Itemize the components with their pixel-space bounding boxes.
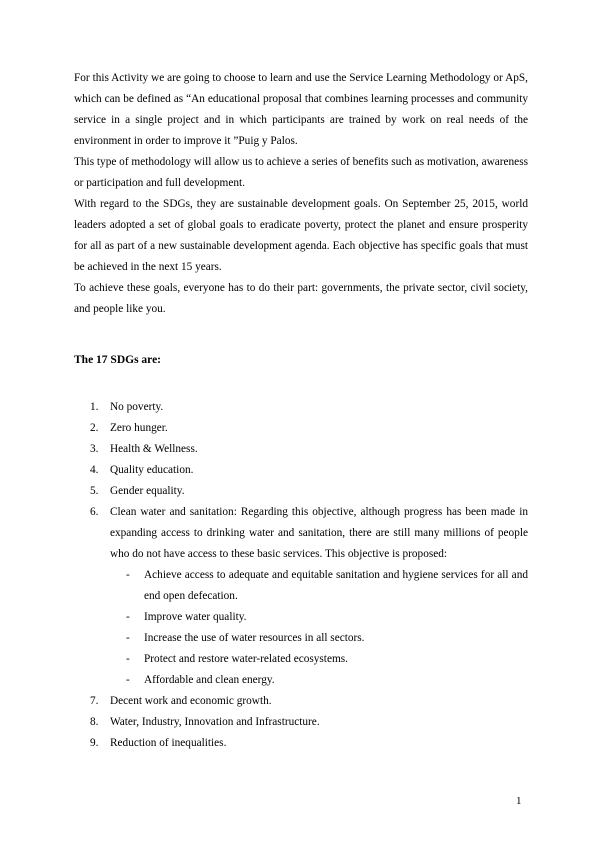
- sub-list-item-text: Increase the use of water resources in all sectors.: [144, 632, 365, 644]
- list-item-number: 5.: [90, 485, 99, 497]
- list-item-text: Zero hunger.: [110, 422, 168, 434]
- list-item: [74, 439, 528, 460]
- sub-list-item: [110, 607, 528, 628]
- dash-bullet: -: [126, 611, 130, 623]
- sub-list-item: [110, 565, 528, 607]
- list-item-number: 2.: [90, 422, 99, 434]
- list-item-number: 8.: [90, 716, 99, 728]
- list-item: [74, 733, 528, 754]
- page-body: [74, 68, 528, 754]
- paragraph-methodology-benefits: This type of methodology will allow us to achieve a series of benefits such as motivation, awareness or participation and full development.: [74, 156, 528, 189]
- sub-list-item-text: Affordable and clean energy.: [144, 674, 275, 686]
- sub-list-item: [110, 628, 528, 649]
- sub-list-item-text: Improve water quality.: [144, 611, 247, 623]
- list-item: [74, 691, 528, 712]
- list-item-text: No poverty.: [110, 401, 164, 413]
- sub-list-item-text: Protect and restore water-related ecosystems.: [144, 653, 348, 665]
- dash-bullet: -: [126, 674, 130, 686]
- list-item: [74, 481, 528, 502]
- list-item: [74, 502, 528, 691]
- paragraph-aps-definition: For this Activity we are going to choose to learn and use the Service Learning Methodology or ApS, which can be defined as “An educational proposal that combines learning processes and community service in a single project and in which participants are trained by work on real needs of the environment in order to improve it ”Puig y Palos.: [74, 72, 528, 147]
- list-item-number: 3.: [90, 443, 99, 455]
- page-number: 1: [516, 795, 522, 807]
- list-item-number: 9.: [90, 737, 99, 749]
- dash-bullet: -: [126, 569, 130, 581]
- list-item-number: 1.: [90, 401, 99, 413]
- dash-bullet: -: [126, 632, 130, 644]
- list-item: [74, 460, 528, 481]
- list-item: [74, 712, 528, 733]
- list-item-text: Quality education.: [110, 464, 194, 476]
- list-item-text: Gender equality.: [110, 485, 185, 497]
- list-item-text: Health & Wellness.: [110, 443, 198, 455]
- list-item: [74, 397, 528, 418]
- sdg-list: [74, 397, 528, 754]
- list-item-number: 6.: [90, 506, 99, 518]
- list-item-text: Clean water and sanitation: Regarding this objective, although progress has been made in expanding access to drinking water and sanitation, there are still many millions of people who do not have access to these basic services. This objective is proposed:: [110, 506, 528, 560]
- list-item-number: 7.: [90, 695, 99, 707]
- sdg-list-heading: The 17 SDGs are:: [74, 354, 161, 366]
- sub-list-item-text: Achieve access to adequate and equitable sanitation and hygiene services for all and end open defecation.: [144, 569, 528, 602]
- water-sub-list: [110, 565, 528, 691]
- list-item-text: Reduction of inequalities.: [110, 737, 227, 749]
- paragraph-sdgs-intro: With regard to the SDGs, they are sustainable development goals. On September 25, 2015, world leaders adopted a set of global goals to eradicate poverty, protect the planet and ensure prosperity for all as part of a new sustainable development agenda. Each objective has specific goals that must be achieved in the next 15 years.: [74, 198, 528, 273]
- dash-bullet: -: [126, 653, 130, 665]
- list-item-number: 4.: [90, 464, 99, 476]
- sub-list-item: [110, 670, 528, 691]
- paragraph-everyone-part: To achieve these goals, everyone has to do their part: governments, the private sector, civil society, and people like you.: [74, 282, 528, 315]
- list-item: [74, 418, 528, 439]
- sub-list-item: [110, 649, 528, 670]
- list-item-text: Water, Industry, Innovation and Infrastructure.: [110, 716, 320, 728]
- list-item-text: Decent work and economic growth.: [110, 695, 272, 707]
